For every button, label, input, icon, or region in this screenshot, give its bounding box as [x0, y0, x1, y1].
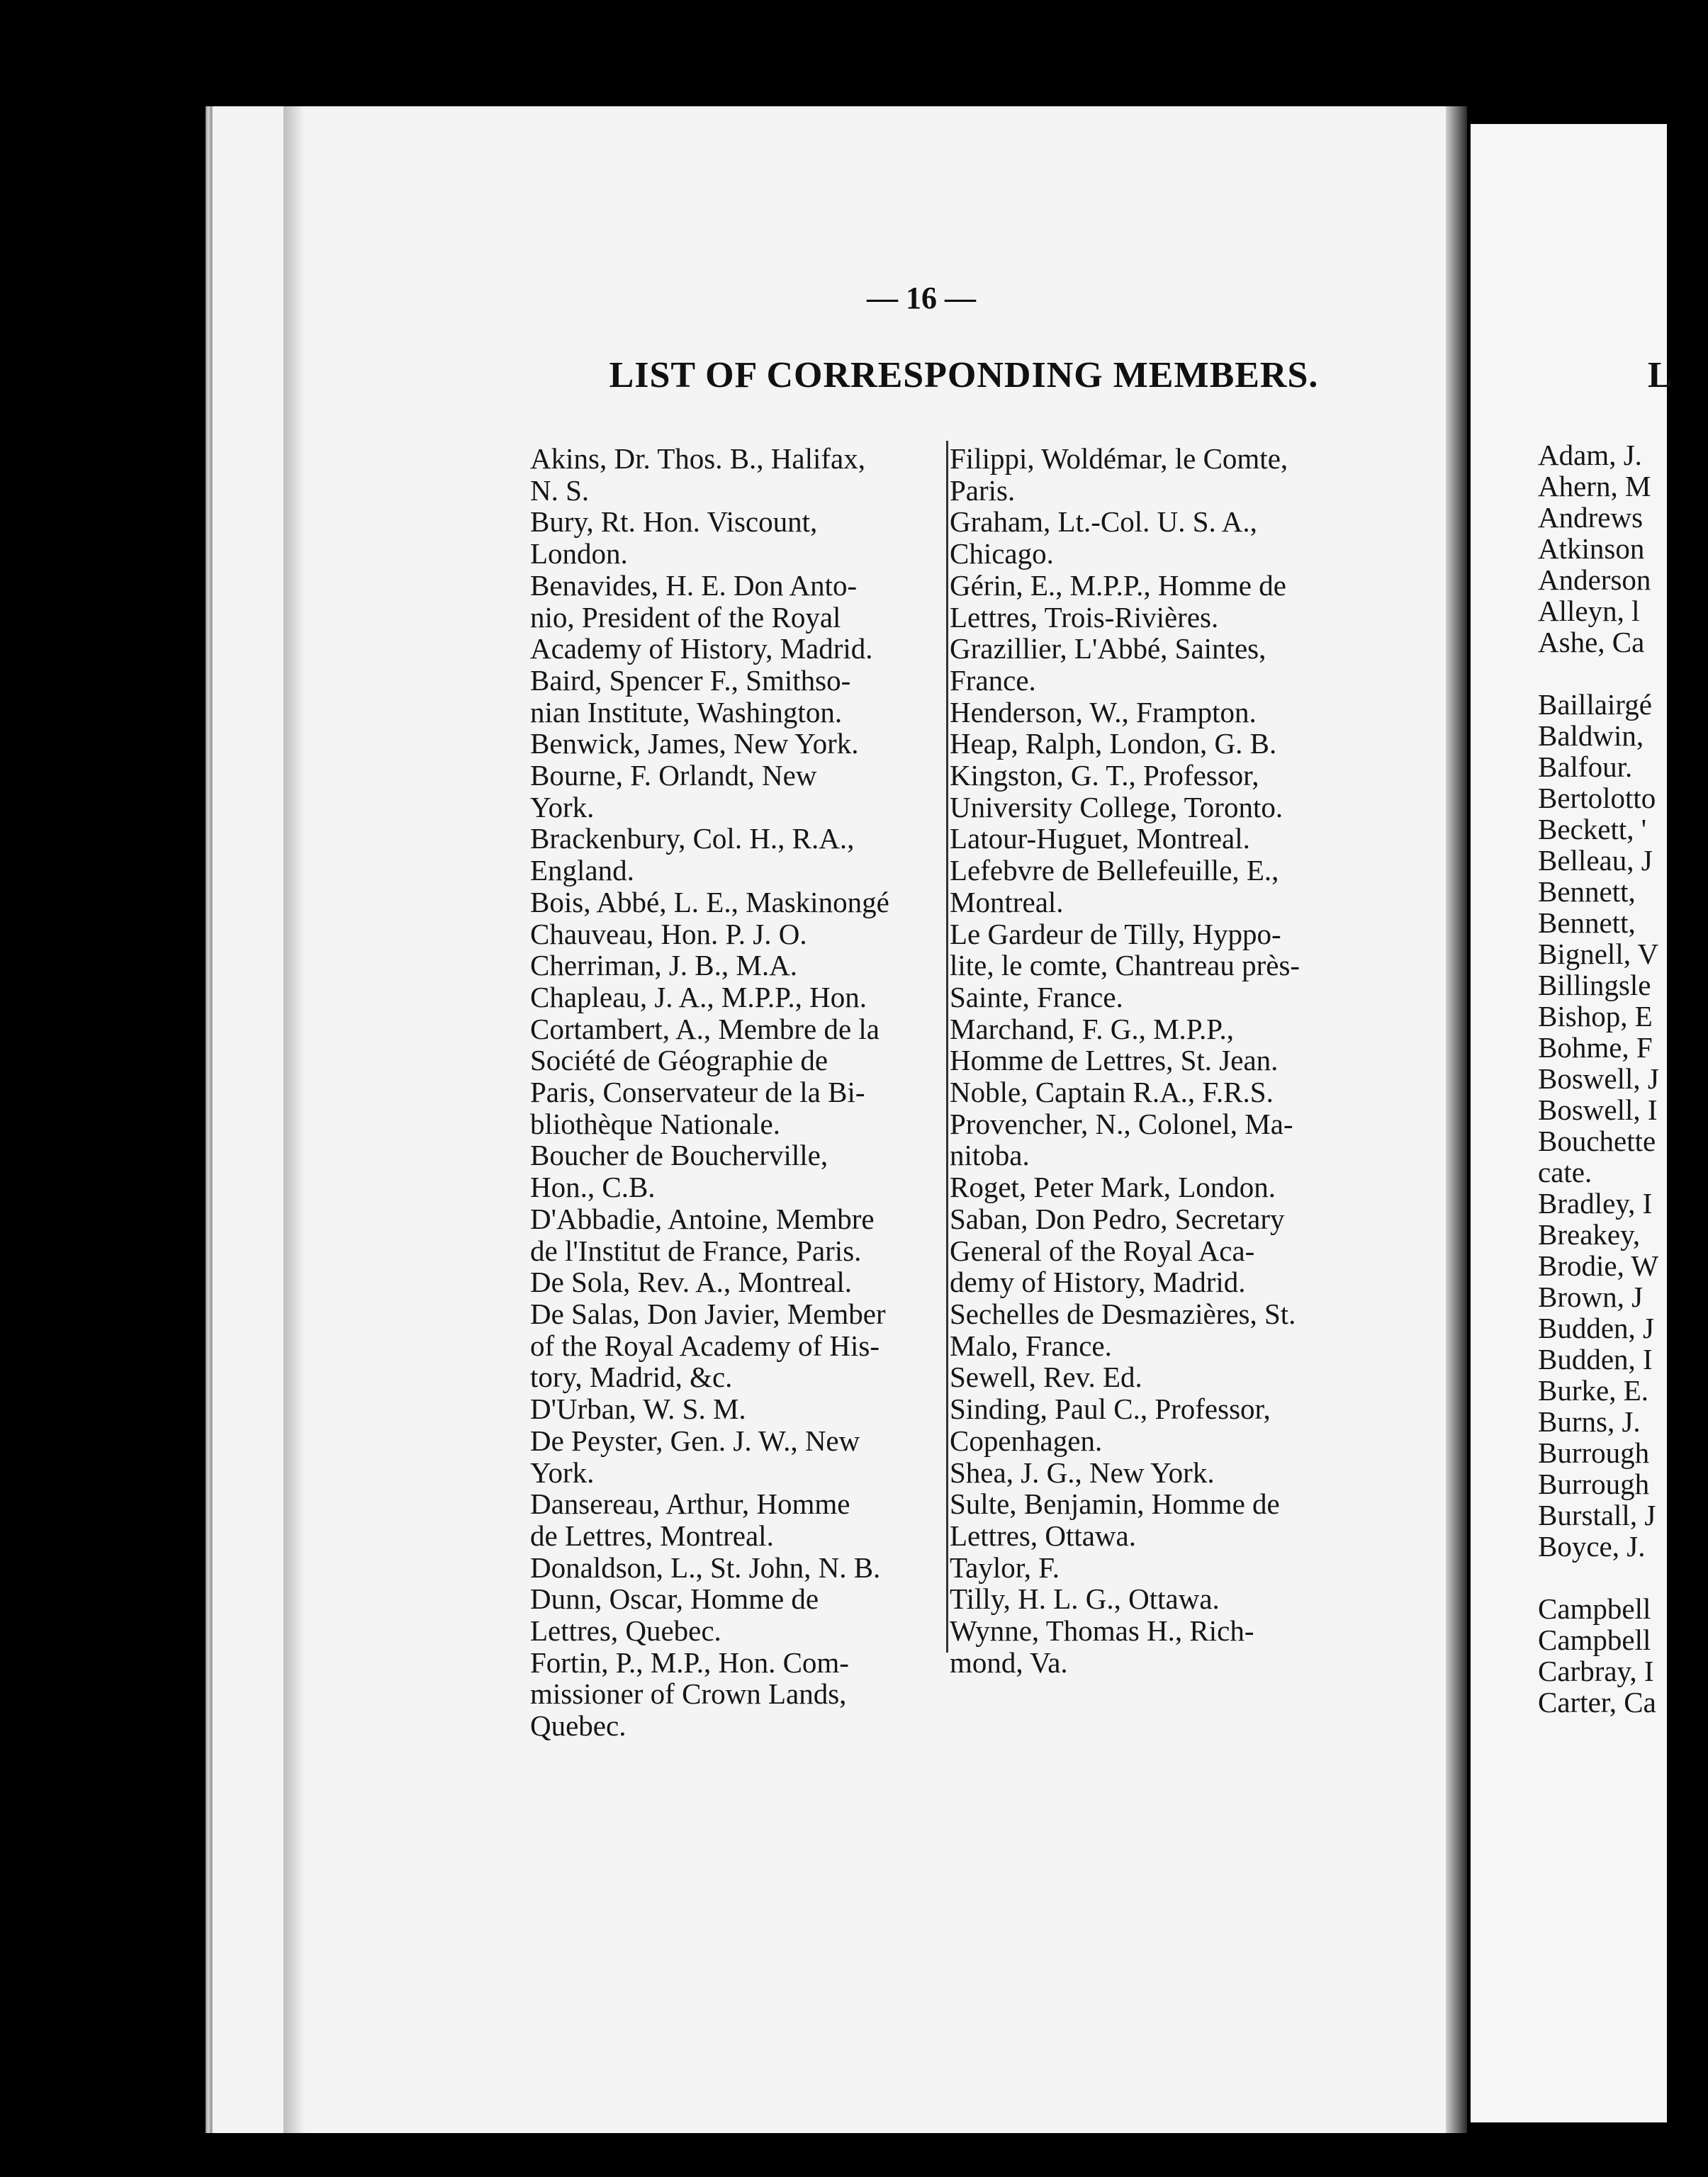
member-entry: [530, 950, 943, 981]
next-page-line: Budden, J: [1538, 1312, 1654, 1344]
member-entry-line: London.: [530, 537, 628, 570]
member-entry-line: Dansereau, Arthur, Homme: [530, 1487, 850, 1521]
column-divider: [946, 441, 948, 1653]
member-entry-line: D'Abbadie, Antoine, Membre: [530, 1202, 875, 1235]
member-entry-line: Lettres, Ottawa.: [950, 1519, 1136, 1552]
next-page-line: cate.: [1538, 1156, 1592, 1188]
member-entry-line: nian Institute, Washington.: [530, 695, 843, 729]
member-entry: [530, 1393, 943, 1425]
member-entry: [530, 760, 943, 823]
member-entry-line: Gérin, E., M.P.P., Homme de: [950, 568, 1286, 602]
member-entry-line: France.: [950, 663, 1036, 697]
next-page-column: [1538, 439, 1708, 1718]
member-entry-line: Lettres, Trois-Rivières.: [950, 600, 1219, 634]
member-entry-line: Société de Géographie de: [530, 1044, 828, 1077]
member-entry-line: Chapleau, J. A., M.P.P., Hon.: [530, 980, 867, 1013]
next-page-line: Ashe, Ca: [1538, 626, 1645, 658]
member-entry: [950, 1013, 1368, 1076]
member-entry: [950, 1615, 1368, 1678]
member-entry: [950, 1583, 1368, 1615]
member-entry-line: Noble, Captain R.A., F.R.S.: [950, 1076, 1274, 1109]
next-page-line: Boyce, J.: [1538, 1530, 1646, 1563]
next-page-line: Atkinson: [1538, 532, 1645, 565]
next-page-line: Balfour.: [1538, 750, 1633, 783]
member-entry: [950, 1108, 1368, 1171]
member-entry: [530, 1552, 943, 1584]
member-entry: [530, 918, 943, 950]
next-page-line: Brodie, W: [1538, 1249, 1659, 1282]
member-entry-line: Baird, Spencer F., Smithso-: [530, 663, 851, 697]
member-entry: [950, 443, 1368, 506]
next-page-line: Burns, J.: [1538, 1405, 1641, 1438]
member-entry-line: Dunn, Oscar, Homme de: [530, 1582, 819, 1616]
next-page-line: Bishop, E: [1538, 1000, 1653, 1033]
next-page-line: Baillairgé: [1538, 688, 1652, 721]
member-entry-line: D'Urban, W. S. M.: [530, 1393, 746, 1426]
member-entry: [950, 1488, 1368, 1551]
next-page-line: Bennett,: [1538, 906, 1636, 939]
member-entry-line: Chauveau, Hon. P. J. O.: [530, 917, 807, 950]
member-entry-line: nitoba.: [950, 1139, 1030, 1172]
member-entry: [950, 855, 1368, 918]
members-column-2: [950, 443, 1368, 1678]
member-entry-line: N. S.: [530, 473, 590, 507]
next-page-line: Burke, E.: [1538, 1374, 1648, 1407]
member-entry: [530, 728, 943, 760]
next-page-line: Billingsle: [1538, 969, 1651, 1001]
page-edge-shade: [283, 106, 305, 2133]
member-entry-line: of the Royal Academy of His-: [530, 1329, 880, 1362]
member-entry-line: tory, Madrid, &c.: [530, 1361, 733, 1394]
member-entry: [950, 1457, 1368, 1489]
member-entry-line: Taylor, F.: [950, 1551, 1060, 1584]
member-entry-line: Fortin, P., M.P., Hon. Com-: [530, 1646, 849, 1679]
book-gutter: [1446, 106, 1467, 2133]
member-entry: [530, 570, 943, 665]
member-entry: [950, 570, 1368, 633]
member-entry-line: Brackenbury, Col. H., R.A.,: [530, 822, 855, 855]
page-heading: LIST OF CORRESPONDING MEMBERS.: [609, 355, 1319, 395]
member-entry-line: De Salas, Don Javier, Member: [530, 1297, 886, 1330]
member-entry-line: Henderson, W., Frampton.: [950, 695, 1257, 729]
member-entry: [530, 665, 943, 728]
member-entry: [950, 697, 1368, 729]
member-entry-line: Quebec.: [530, 1709, 627, 1743]
member-entry-line: lite, le comte, Chantreau près-: [950, 949, 1300, 982]
member-entry-line: Shea, J. G., New York.: [950, 1456, 1215, 1489]
member-entry-line: Boucher de Boucherville,: [530, 1139, 828, 1172]
member-entry-line: University College, Toronto.: [950, 790, 1283, 823]
member-entry-line: bliothèque Nationale.: [530, 1107, 780, 1140]
next-page-line: Burstall, J: [1538, 1499, 1656, 1531]
next-page-line: Breakey,: [1538, 1218, 1641, 1251]
member-entry-line: Tilly, H. L. G., Ottawa.: [950, 1582, 1220, 1616]
member-entry: [950, 760, 1368, 823]
member-entry: [530, 1647, 943, 1742]
member-entry-line: mond, Va.: [950, 1646, 1068, 1679]
next-page-line: Baldwin,: [1538, 719, 1644, 752]
member-entry-line: Cherriman, J. B., M.A.: [530, 949, 797, 982]
next-page-heading-fragment: L: [1648, 355, 1673, 395]
members-column-1: [530, 443, 943, 1742]
member-entry: [950, 506, 1368, 569]
member-entry-line: Academy of History, Madrid.: [530, 632, 873, 665]
member-entry-line: Grazillier, L'Abbé, Saintes,: [950, 632, 1266, 665]
next-page-line: Campbell: [1538, 1592, 1651, 1625]
member-entry-line: de Lettres, Montreal.: [530, 1519, 774, 1552]
member-entry-line: Bourne, F. Orlandt, New: [530, 759, 817, 792]
member-entry: [530, 887, 943, 918]
member-entry-line: Cortambert, A., Membre de la: [530, 1012, 880, 1045]
member-entry-line: Copenhagen.: [950, 1424, 1103, 1457]
member-entry-line: Montreal.: [950, 885, 1064, 918]
member-entry-line: Sulte, Benjamin, Homme de: [950, 1487, 1280, 1521]
member-entry-line: Benwick, James, New York.: [530, 727, 859, 760]
member-entry: [950, 633, 1368, 696]
next-page-line: Boswell, J: [1538, 1062, 1659, 1095]
member-entry-line: Bois, Abbé, L. E., Maskinongé: [530, 885, 889, 918]
member-entry-line: missioner of Crown Lands,: [530, 1677, 847, 1711]
member-entry: [950, 1203, 1368, 1298]
next-page-line: Campbell: [1538, 1624, 1651, 1656]
next-page-line: Burrough: [1538, 1436, 1650, 1469]
member-entry: [950, 918, 1368, 1013]
next-page-line: Brown, J: [1538, 1281, 1644, 1313]
member-entry: [950, 1076, 1368, 1108]
next-page-line: Bouchette: [1538, 1125, 1656, 1157]
member-entry-line: Marchand, F. G., M.P.P.,: [950, 1012, 1235, 1045]
member-entry: [950, 1298, 1368, 1361]
member-entry-line: York.: [530, 790, 595, 823]
member-entry: [530, 443, 943, 506]
next-page-line: [1538, 1562, 1708, 1593]
member-entry: [530, 1425, 943, 1488]
member-entry: [950, 1552, 1368, 1584]
member-entry-line: Lefebvre de Bellefeuille, E.,: [950, 854, 1279, 887]
member-entry-line: Akins, Dr. Thos. B., Halifax,: [530, 442, 866, 475]
member-entry-line: York.: [530, 1456, 595, 1489]
page-number: — 16 —: [867, 281, 976, 315]
next-page-line: Budden, I: [1538, 1343, 1653, 1376]
next-page-line: Carter, Ca: [1538, 1686, 1656, 1718]
member-entry: [530, 1140, 943, 1203]
member-entry: [530, 1583, 943, 1646]
member-entry-line: Bury, Rt. Hon. Viscount,: [530, 505, 818, 539]
member-entry-line: Sewell, Rev. Ed.: [950, 1361, 1142, 1394]
member-entry-line: de l'Institut de France, Paris.: [530, 1234, 862, 1267]
member-entry-line: England.: [530, 854, 634, 887]
member-entry-line: Provencher, N., Colonel, Ma-: [950, 1107, 1293, 1140]
next-page-line: Bennett,: [1538, 875, 1636, 908]
member-entry: [950, 1361, 1368, 1393]
member-entry-line: De Sola, Rev. A., Montreal.: [530, 1266, 852, 1299]
member-entry-line: Lettres, Quebec.: [530, 1614, 721, 1648]
next-page-line: Beckett, ': [1538, 813, 1647, 845]
member-entry-line: Roget, Peter Mark, London.: [950, 1171, 1276, 1204]
next-page-line: Carbray, I: [1538, 1655, 1654, 1687]
member-entry: [950, 823, 1368, 855]
next-page-line: [1538, 658, 1708, 689]
member-entry-line: Paris.: [950, 473, 1016, 507]
member-entry-line: Le Gardeur de Tilly, Hyppo-: [950, 917, 1281, 950]
member-entry-line: Benavides, H. E. Don Anto-: [530, 568, 858, 602]
next-page-line: Adam, J.: [1538, 439, 1642, 471]
member-entry: [530, 1013, 943, 1140]
member-entry-line: Chicago.: [950, 537, 1054, 570]
next-page-line: Bohme, F: [1538, 1031, 1653, 1064]
member-entry-line: Saban, Don Pedro, Secretary: [950, 1202, 1285, 1235]
member-entry: [530, 1298, 943, 1393]
member-entry-line: Homme de Lettres, St. Jean.: [950, 1044, 1279, 1077]
member-entry-line: Sainte, France.: [950, 980, 1123, 1013]
member-entry-line: De Peyster, Gen. J. W., New: [530, 1424, 860, 1457]
next-page-line: Bignell, V: [1538, 938, 1659, 970]
member-entry-line: Sechelles de Desmazières, St.: [950, 1297, 1296, 1330]
next-page-line: Bertolotto: [1538, 782, 1656, 814]
member-entry: [530, 823, 943, 886]
member-entry-line: Hon., C.B.: [530, 1171, 656, 1204]
next-page-line: Alleyn, l: [1538, 595, 1640, 627]
member-entry: [530, 1266, 943, 1298]
next-page-line: Andrews: [1538, 501, 1644, 534]
member-entry-line: Paris, Conservateur de la Bi-: [530, 1076, 865, 1109]
member-entry-line: Wynne, Thomas H., Rich-: [950, 1614, 1254, 1648]
member-entry: [950, 1171, 1368, 1203]
member-entry-line: Heap, Ralph, London, G. B.: [950, 727, 1277, 760]
member-entry-line: Kingston, G. T., Professor,: [950, 759, 1259, 792]
member-entry-line: Filippi, Woldémar, le Comte,: [950, 442, 1288, 475]
member-entry: [530, 1488, 943, 1551]
next-page-line: Ahern, M: [1538, 470, 1651, 502]
member-entry-line: Graham, Lt.-Col. U. S. A.,: [950, 505, 1257, 539]
next-page-line: Belleau, J: [1538, 844, 1653, 877]
member-entry-line: Malo, France.: [950, 1329, 1112, 1362]
member-entry: [530, 506, 943, 569]
member-entry-line: demy of History, Madrid.: [950, 1266, 1246, 1299]
next-page-line: Burrough: [1538, 1468, 1650, 1500]
member-entry-line: Latour-Huguet, Montreal.: [950, 822, 1250, 855]
next-page-line: Anderson: [1538, 563, 1651, 596]
member-entry: [950, 728, 1368, 760]
member-entry: [530, 981, 943, 1013]
member-entry-line: Donaldson, L., St. John, N. B.: [530, 1551, 881, 1584]
member-entry-line: nio, President of the Royal: [530, 600, 841, 634]
next-page-line: Boswell, I: [1538, 1093, 1658, 1126]
member-entry: [950, 1393, 1368, 1456]
member-entry-line: General of the Royal Aca-: [950, 1234, 1255, 1267]
member-entry: [530, 1203, 943, 1266]
member-entry-line: Sinding, Paul C., Professor,: [950, 1393, 1271, 1426]
next-page-line: Bradley, I: [1538, 1187, 1653, 1220]
